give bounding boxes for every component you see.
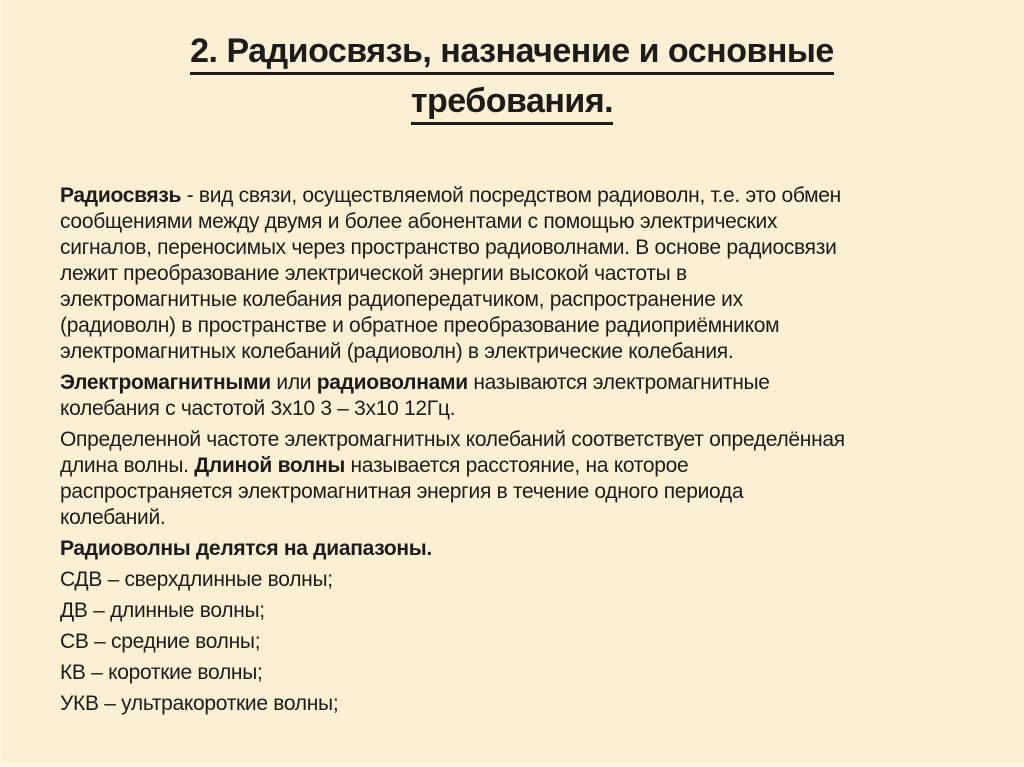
- text-line: [60, 691, 966, 717]
- list-item-dv: [60, 598, 966, 624]
- text-line: [60, 287, 966, 313]
- text-line: [60, 629, 966, 655]
- text-run: называется расстояние, на которое: [344, 454, 689, 477]
- text-run: сигналов, переносимых через пространство радиоволнами. В основе радиосвязи: [60, 236, 837, 259]
- text-run: Электромагнитными: [60, 371, 271, 394]
- slide-title-line-2: требования.: [411, 81, 613, 125]
- text-run: длина волны.: [60, 454, 195, 477]
- para-wavelength-definition: [60, 427, 966, 531]
- list-item-sv: [60, 629, 966, 655]
- para-ranges-heading: [60, 536, 966, 562]
- para-electromagnetic-waves: [60, 370, 966, 422]
- text-run: Радиоволны делятся на диапазоны.: [60, 537, 432, 560]
- text-line: [60, 339, 966, 365]
- text-run: Определенной частоте электромагнитных колебаний соответствует определённая: [60, 428, 845, 451]
- slide-title: [0, 0, 1024, 126]
- list-item-kv: [60, 660, 966, 686]
- text-line: [60, 567, 966, 593]
- text-line: [60, 396, 966, 422]
- text-run: - вид связи, осуществляемой посредством радиоволн, т.е. это обмен: [181, 184, 841, 207]
- text-run: колебания с частотой 3х10 3 – 3х10 12Гц.: [60, 397, 456, 420]
- text-line: [60, 536, 966, 562]
- text-run: сообщениями между двумя и более абонентами с помощью электрических: [60, 210, 778, 233]
- text-line: [60, 505, 966, 531]
- slide-title-line-1: 2. Радиосвязь, назначение и основные: [190, 31, 834, 75]
- text-line: [60, 453, 966, 479]
- text-line: [60, 427, 966, 453]
- text-line: [60, 660, 966, 686]
- text-run: колебаний.: [60, 506, 166, 529]
- text-run: или: [270, 371, 317, 394]
- text-run: электромагнитных колебаний (радиоволн) в электрические колебания.: [60, 340, 734, 363]
- text-line: [60, 183, 966, 209]
- text-run: лежит преобразование электрической энергии высокой частоты в: [60, 262, 687, 285]
- text-line: [60, 313, 966, 339]
- slide-body: [60, 183, 966, 717]
- text-run: (радиоволн) в пространстве и обратное преобразование радиоприёмником: [60, 314, 780, 337]
- list-item-sdv: [60, 567, 966, 593]
- text-run: электромагнитные колебания радиопередатчиком, распространение их: [60, 288, 743, 311]
- text-line: [60, 370, 966, 396]
- text-run: радиоволнами: [316, 371, 468, 394]
- text-run: СДВ – сверхдлинные волны;: [60, 568, 333, 591]
- text-run: УКВ – ультракороткие волны;: [60, 692, 339, 715]
- text-line: [60, 261, 966, 287]
- slide-title-line-2-wrap: [0, 76, 1024, 126]
- list-item-ukv: [60, 691, 966, 717]
- text-run: КВ – короткие волны;: [60, 661, 263, 684]
- text-run: Радиосвязь: [60, 184, 182, 207]
- text-run: Длиной волны: [194, 454, 345, 477]
- text-run: СВ – средние волны;: [60, 630, 261, 653]
- text-line: [60, 235, 966, 261]
- text-line: [60, 209, 966, 235]
- para-definition-radio: [60, 183, 966, 365]
- text-run: ДВ – длинные волны;: [60, 599, 265, 622]
- slide-title-line-1-wrap: [0, 26, 1024, 76]
- text-run: распространяется электромагнитная энергия в течение одного периода: [60, 480, 744, 503]
- text-line: [60, 598, 966, 624]
- text-line: [60, 479, 966, 505]
- text-run: называются электромагнитные: [467, 371, 770, 394]
